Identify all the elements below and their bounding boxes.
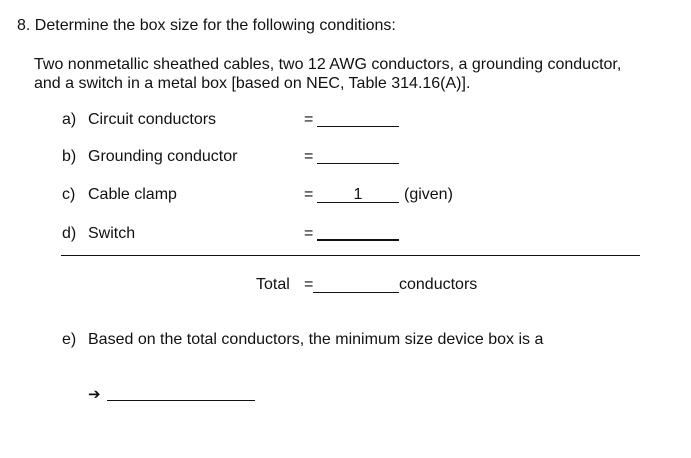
row-b-label: Grounding conductor xyxy=(88,148,238,165)
total-label: Total xyxy=(256,276,290,293)
question-number: 8. xyxy=(17,17,31,34)
row-c-note: (given) xyxy=(404,186,453,203)
row-a-equals: = xyxy=(304,111,314,128)
total-equals: = xyxy=(304,276,314,293)
row-a-letter: a) xyxy=(62,111,77,128)
total-answer-blank[interactable] xyxy=(313,292,399,293)
row-c-label: Cable clamp xyxy=(88,186,177,203)
part-e-letter: e) xyxy=(62,331,77,348)
row-b-letter: b) xyxy=(62,148,77,165)
row-c-value: 1 xyxy=(353,186,363,203)
part-e-text: Based on the total conductors, the minimum size device box is a xyxy=(88,331,544,348)
row-d-answer-blank[interactable] xyxy=(317,239,399,241)
row-b-equals: = xyxy=(304,148,314,165)
question-body-line-2: and a switch in a metal box [based on NEC, Table 314.16(A)]. xyxy=(34,75,471,92)
row-d-equals: = xyxy=(304,225,314,242)
row-d-label: Switch xyxy=(88,225,136,242)
part-e-answer-blank[interactable] xyxy=(107,400,255,401)
row-a-answer-blank[interactable] xyxy=(317,126,399,127)
row-c-letter: c) xyxy=(62,186,76,203)
total-unit: conductors xyxy=(399,276,478,293)
row-a-label: Circuit conductors xyxy=(88,111,217,128)
row-b-answer-blank[interactable] xyxy=(317,163,399,164)
question-body-line-1: Two nonmetallic sheathed cables, two 12 AWG conductors, a grounding conductor, xyxy=(34,56,622,73)
arrow-icon: ➔ xyxy=(88,386,101,403)
question-header xyxy=(17,17,396,35)
sum-divider xyxy=(61,255,640,256)
question-title: Determine the box size for the following conditions: xyxy=(34,17,396,34)
row-d-letter: d) xyxy=(62,225,77,242)
row-c-equals: = xyxy=(304,186,314,203)
